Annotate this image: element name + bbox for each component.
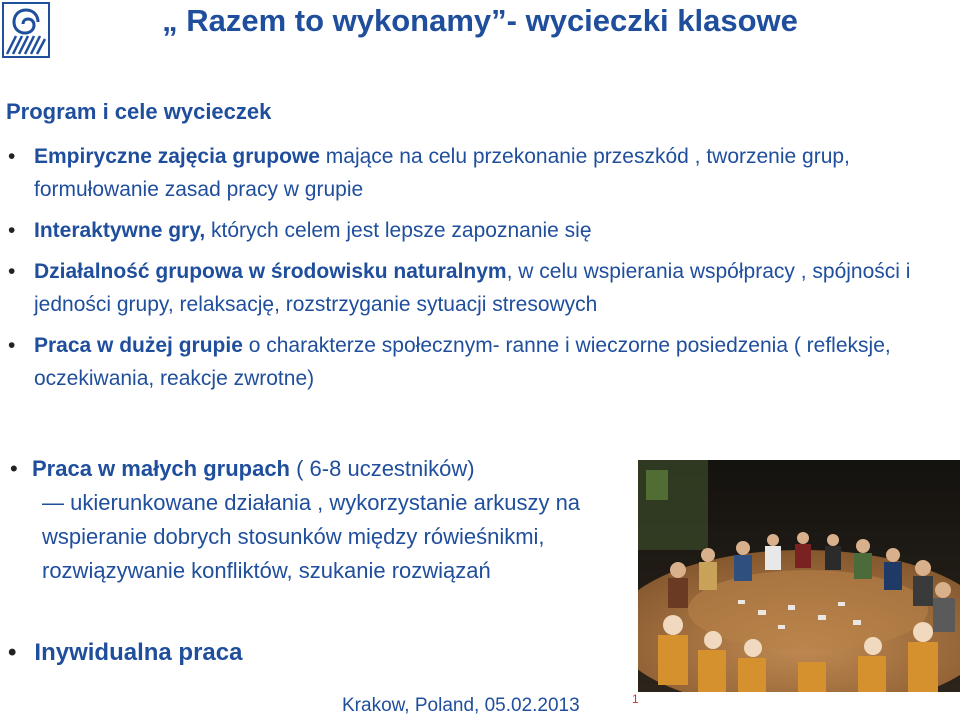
slide-title: „ Razem to wykonamy”- wycieczki klasowe [162,3,798,38]
group-photo [638,460,960,692]
bullet-item [0,140,940,206]
bullet-list [0,140,940,403]
bullet-item [0,255,940,321]
individual-work-item: • Inywidualna praca [8,636,242,670]
bullet-item [0,329,940,395]
small-groups-text: ( 6-8 uczestników) [290,456,475,481]
bullet-item [0,214,940,247]
bullet-text: których celem jest lepsze zapoznanie się [205,219,592,242]
bullet-bold: Praca w dużej grupie [34,334,243,357]
section-heading: Program i cele wycieczek [6,99,272,124]
footer-text: Krakow, Poland, 05.02.2013 [342,695,580,716]
small-groups-description: — ukierunkowane działania , wykorzystanie arkuszy na wspieranie dobrych stosunków między rówieśnikmi, rozwiązywanie konfliktów, szukanie rozwiązań [42,490,581,583]
bullet-text: , w celu wspierania współpracy , spójności i jedności grupy, relaksację, rozstrzyganie sytuacji stresowych [34,260,911,316]
bullet-text: mające na celu przekonanie przeszkód , tworzenie grup, formułowanie zasad pracy w grupie [34,145,850,201]
bullet-text: o charakterze społecznym- ranne i wieczorne posiedzenia ( refleksje, oczekiwania, reakcje zwrotne) [34,334,891,390]
bullet-bold: Działalność grupowa w środowisku naturalnym [34,260,507,283]
small-groups-block [0,452,630,588]
small-groups-bold: Praca w małych grupach [32,456,290,481]
small-groups-heading [0,452,630,486]
page-number: 1 [632,692,639,706]
bullet-bold: Empiryczne zajęcia grupowe [34,145,320,168]
bullet-bold: Interaktywne gry, [34,219,206,242]
